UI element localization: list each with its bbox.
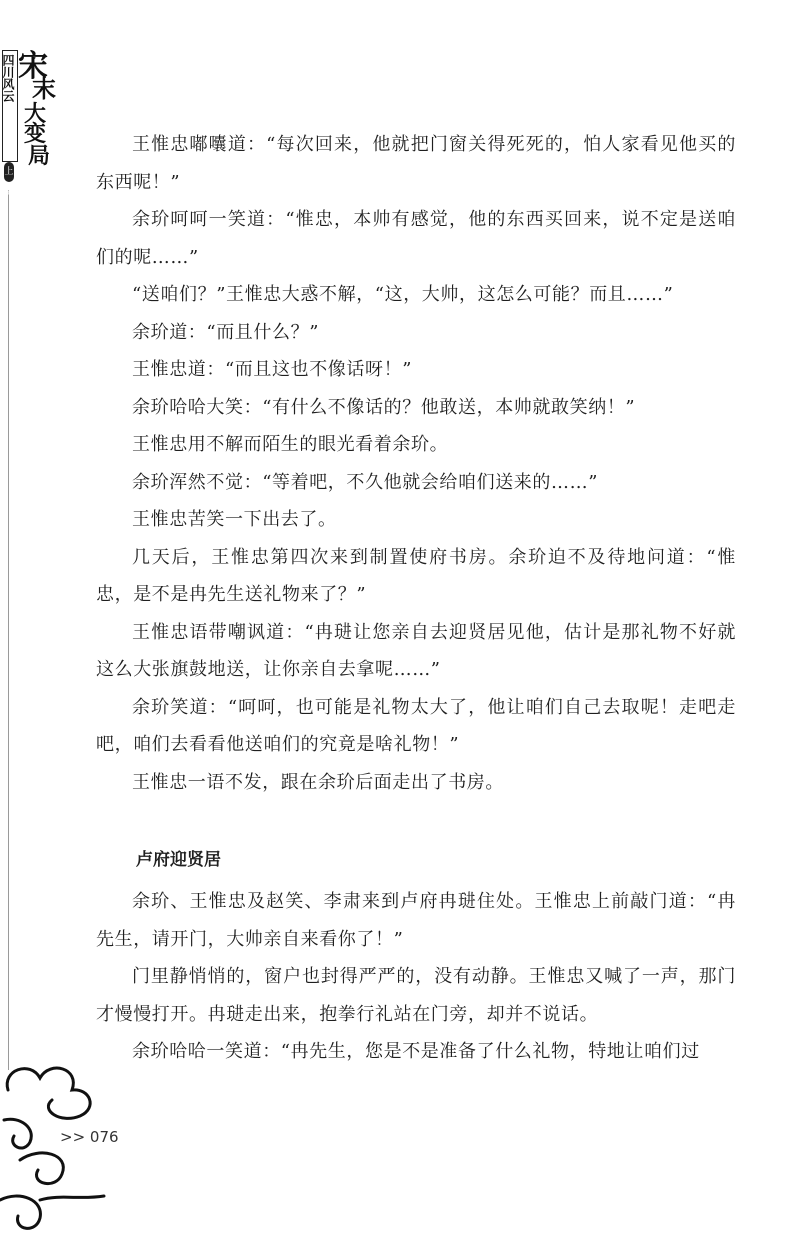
page-body (96, 126, 736, 1071)
volume-badge (4, 162, 14, 197)
paragraph: 门里静悄悄的，窗户也封得严严的，没有动静。王惟忠又喊了一声，那门才慢慢打开。冉琎走出来，抱拳行礼站在门旁，却并不说话。 (96, 966, 736, 1025)
cloud-ornament-icon (0, 1050, 110, 1243)
paragraph: 王惟忠一语不发，跟在余玠后面走出了书房。 (132, 771, 504, 793)
series-label: 四川风云 (1, 54, 15, 102)
book-title-char: 宋 (18, 49, 48, 84)
paragraph: 余玠哈哈大笑：“有什么不像话的？他敢送，本帅就敢笑纳！” (132, 396, 636, 418)
paragraph: 王惟忠嘟囔道：“每次回来，他就把门窗关得死死的，怕人家看见他买的东西呢！” (96, 134, 736, 193)
paragraph: 余玠哈哈一笑道：“冉先生，您是不是准备了什么礼物，特地让咱们过 (132, 1041, 700, 1062)
book-title-char: 末 (32, 74, 56, 103)
paragraph: 王惟忠用不解而陌生的眼光看着余玠。 (132, 434, 449, 455)
paragraph: 余玠道：“而且什么？” (132, 321, 320, 343)
paragraph: 王惟忠苦笑一下出去了。 (132, 509, 337, 530)
book-title-char: 变 (24, 121, 47, 147)
paragraph: 王惟忠道：“而且这也不像话呀！” (132, 359, 413, 380)
book-title-char: 大 (24, 101, 47, 127)
page-number: >> 076 (60, 1128, 119, 1146)
spine-line (8, 190, 9, 1070)
book-title-char: 局 (28, 143, 51, 169)
book-title (18, 49, 56, 169)
section-heading: 卢府迎贤居 (136, 850, 221, 870)
paragraph: 王惟忠语带嘲讽道：“冉琎让您亲自去迎贤居见他，估计是那礼物不好就这么大张旗鼓地送，让你亲自去拿呢……” (96, 621, 736, 680)
paragraph: 几天后，王惟忠第四次来到制置使府书房。余玠迫不及待地问道：“惟忠，是不是冉先生送礼物来了？” (96, 546, 736, 605)
paragraph: “送咱们？”王惟忠大惑不解，“这，大帅，这怎么可能？而且……” (132, 284, 674, 305)
paragraph: 余玠笑道：“呵呵，也可能是礼物太大了，他让咱们自己去取呢！走吧走吧，咱们去看看他送咱们的究竟是啥礼物！” (96, 696, 736, 755)
paragraph: 余玠呵呵一笑道：“惟忠，本帅有感觉，他的东西买回来，说不定是送咱们的呢……” (96, 209, 736, 268)
paragraph: 余玠浑然不觉：“等着吧，不久他就会给咱们送来的……” (132, 471, 599, 493)
paragraph: 余玠、王惟忠及赵笑、李肃来到卢府冉琎住处。王惟忠上前敲门道：“冉先生，请开门，大帅亲自来看你了！” (96, 891, 736, 950)
volume-label: 上部 (4, 167, 14, 197)
